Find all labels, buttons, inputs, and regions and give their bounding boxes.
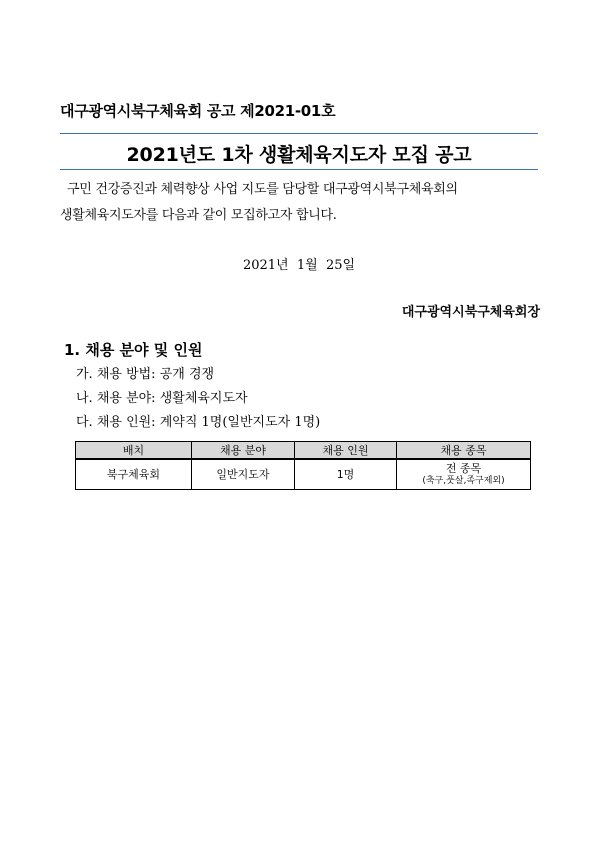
intro-line-2: 생활체육지도자를 다음과 같이 모집하고자 합니다. [60, 208, 337, 223]
signer: 대구광역시북구체육회장 [401, 305, 540, 320]
title-rule-bottom [60, 169, 538, 170]
intro-line-1: 구민 건강증진과 체력향상 사업 지도를 담당할 대구광역시북구체육회의 [67, 182, 458, 197]
list-item: 다. 채용 인원: 계약직 1명(일반지도자 1명) [76, 415, 321, 430]
cell-count: 1명 [295, 459, 397, 489]
section-1-title: 1. 채용 분야 및 인원 [64, 341, 203, 359]
cell-placement: 북구체육회 [76, 459, 192, 489]
list-item: 가. 채용 방법: 공개 경쟁 [76, 367, 215, 382]
table-row [76, 459, 531, 489]
title-rule-top [60, 133, 538, 134]
page-title: 2021년도 1차 생활체육지도자 모집 공고 [126, 144, 472, 166]
table-header-row [76, 442, 531, 460]
cell-field: 일반지도자 [192, 459, 295, 489]
column-header-field: 채용 분야 [192, 442, 295, 460]
section-1-items [76, 363, 320, 435]
column-header-events: 채용 종목 [397, 442, 531, 460]
column-header-count: 채용 인원 [295, 442, 397, 460]
events-main: 전 종목 [445, 461, 482, 475]
notice-number: 대구광역시북구체육회 공고 제2021-01호 [60, 102, 336, 120]
intro-paragraph [60, 177, 540, 229]
cell-events [397, 459, 531, 489]
notice-date: 2021년 1월 25일 [242, 258, 356, 273]
events-note: (축구,풋살,족구제외) [422, 475, 505, 486]
recruitment-table [75, 441, 531, 490]
list-item: 나. 채용 분야: 생활체육지도자 [76, 391, 248, 406]
column-header-placement: 배치 [76, 442, 192, 460]
